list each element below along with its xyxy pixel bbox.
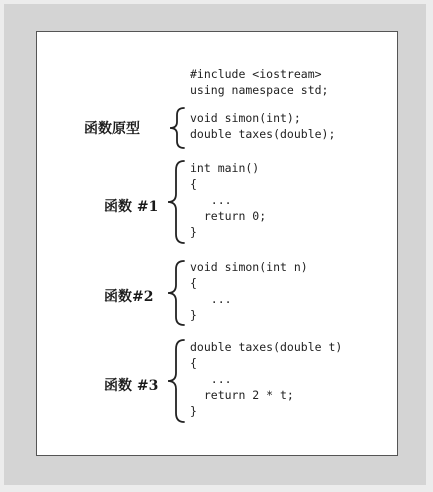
- code-line-taxes-signature: double taxes(double t): [190, 340, 343, 354]
- header-code: [190, 66, 328, 98]
- code-line-main-open: {: [190, 177, 197, 191]
- function-3-code: [190, 339, 342, 419]
- code-line-main-signature: int main(): [190, 161, 260, 175]
- code-line-proto-simon: void simon(int);: [190, 111, 301, 125]
- brace-prototypes: [167, 106, 187, 150]
- label-function-1: 函数 #1: [104, 199, 159, 215]
- code-line-main-close: }: [190, 225, 197, 239]
- label-prototypes: 函数原型: [84, 121, 140, 137]
- function-2-code: [190, 259, 308, 323]
- label-function-3: 函数 #3: [104, 378, 159, 394]
- brace-function-3: [165, 337, 187, 425]
- brace-function-2: [165, 258, 187, 328]
- code-line-include: #include <iostream>: [190, 67, 322, 81]
- code-line-proto-taxes: double taxes(double);: [190, 127, 336, 141]
- code-line-taxes-open: {: [190, 356, 197, 370]
- code-line-taxes-return: return 2 * t;: [190, 388, 294, 402]
- code-line-simon-ellipsis: ...: [190, 292, 232, 306]
- code-line-main-ellipsis: ...: [190, 193, 232, 207]
- code-line-taxes-ellipsis: ...: [190, 372, 232, 386]
- code-line-simon-open: {: [190, 276, 197, 290]
- code-line-taxes-close: }: [190, 404, 197, 418]
- code-line-simon-signature: void simon(int n): [190, 260, 308, 274]
- brace-function-1: [165, 158, 187, 246]
- label-function-2: 函数#2: [104, 289, 154, 305]
- code-line-namespace: using namespace std;: [190, 83, 329, 97]
- function-1-code: [190, 160, 266, 240]
- code-line-main-return: return 0;: [190, 209, 267, 223]
- prototypes-code: [190, 110, 335, 142]
- code-line-simon-close: }: [190, 308, 197, 322]
